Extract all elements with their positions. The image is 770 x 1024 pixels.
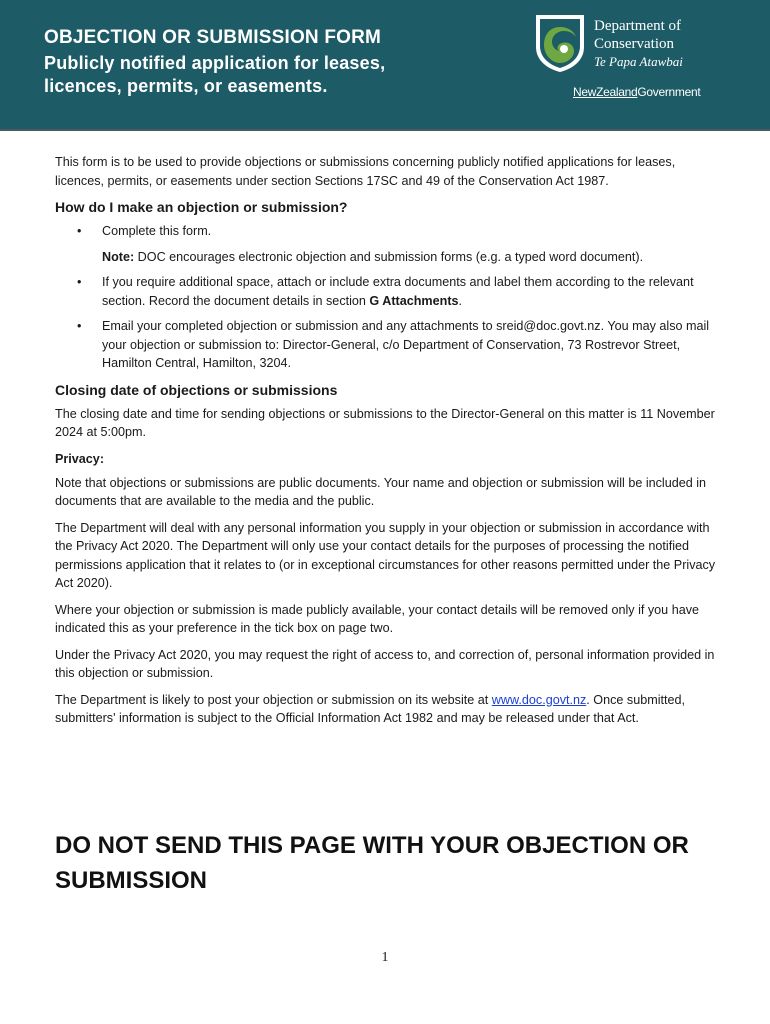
bullet-icon: • (77, 275, 82, 289)
bullet-icon: • (77, 319, 82, 333)
org-name-line1: Department of (594, 18, 682, 34)
bullet-text: Complete this form. (102, 224, 212, 238)
privacy-paragraph-2: The Department will deal with any personal information you supply in your objection or submission in accordance with the Privacy Act 2020. The Department will only use your contact details for the purposes of processing the notified permissions application that it relates to (or in exceptional circumstances for other reasons permitted under the Privacy Act 2020). (55, 520, 716, 590)
doc-wordmark (594, 17, 683, 71)
closing-paragraph: The closing date and time for sending objections or submissions to the Director-General on this matter is 11 November 2024 at 5:00pm. (55, 406, 715, 439)
bullet-icon: • (77, 224, 82, 238)
intro-paragraph: This form is to be used to provide objections or submissions concerning publicly notified applications for leases, licences, permits, or easements under section Sections 17SC and 49 of the Conservation Act 1987. (55, 155, 676, 188)
privacy-paragraph-4: Under the Privacy Act 2020, you may request the right of access to, and correction of, personal information provided in this objection or submission. (55, 647, 715, 680)
privacy-heading: Privacy: (55, 451, 105, 466)
form-content (55, 153, 720, 736)
nz-government-wordmark (573, 85, 700, 99)
bullet-text-pre: If you require additional space, attach or include extra documents and label them according to the relevant section. Record the document details in section (102, 275, 694, 308)
note-body: DOC encourages electronic objection and submission forms (e.g. a typed word document). (134, 249, 644, 264)
form-subtitle: Publicly notified application for leases, licences, permits, or easements. (44, 53, 386, 96)
bullet-text-post: . (458, 293, 463, 308)
how-list (55, 222, 720, 373)
org-name-maori: Te Papa Atawbai (594, 54, 683, 69)
list-item (55, 273, 720, 310)
do-not-send-warning: DO NOT SEND THIS PAGE WITH YOUR OBJECTION OR SUBMISSION (55, 832, 689, 894)
bullet-text-bold: G Attachments (369, 293, 459, 308)
page-number: 1 (381, 950, 389, 965)
note-label: Note: (102, 249, 135, 264)
how-heading: How do I make an objection or submission? (55, 199, 348, 215)
bullet-text: Email your completed objection or submission and any attachments to sreid@doc.govt.nz. You may also mail your objection or submission to: Director-General, c/o Department of Conservation, 73 Rostrevor Street, Hamilton Central, Hamilton, 3204. (102, 319, 710, 370)
list-item (55, 222, 720, 266)
header-banner (0, 0, 770, 131)
nz-wordmark-government: Government (637, 85, 701, 99)
privacy-paragraph-5 (55, 691, 720, 728)
privacy-p5-pre: The Department is likely to post your objection or submission on its website at (55, 692, 492, 707)
doc-website-link[interactable]: www.doc.govt.nz (491, 692, 587, 707)
closing-heading: Closing date of objections or submissions (55, 381, 338, 398)
form-title: OBJECTION OR SUBMISSION FORM (44, 27, 382, 48)
privacy-paragraph-3: Where your objection or submission is made publicly available, your contact details will be removed only if you have indicated this as your preference in the tick box on page two. (55, 602, 699, 635)
doc-logo-icon (534, 13, 586, 73)
privacy-p5-post: . Once submitted, submitters' information is subject to the Official Information Act 1982 and may be released under that Act. (55, 692, 685, 725)
privacy-paragraph-1: Note that objections or submissions are public documents. Your name and objection or submission will be included in documents that are available to the media and the public. (55, 475, 707, 508)
note-text (102, 248, 720, 267)
org-name-line2: Conservation (594, 36, 674, 52)
list-item (55, 317, 720, 373)
nz-wordmark-nz: NewZealand (573, 85, 638, 99)
